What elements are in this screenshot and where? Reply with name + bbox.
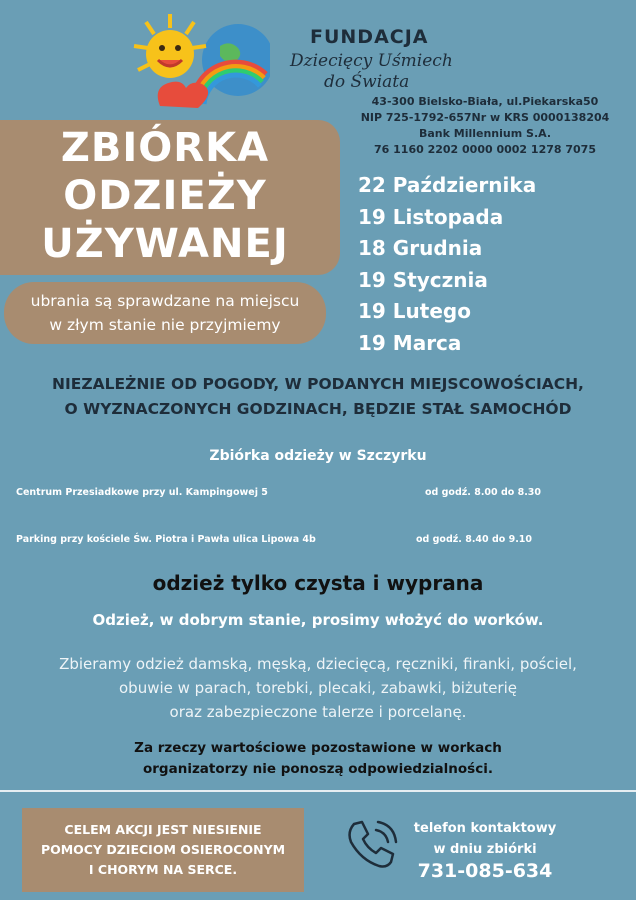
collected-items-line: Zbieramy odzież damską, męską, dziecięcą, ręczniki, firanki, pościel, <box>59 655 577 673</box>
collected-items-line: oraz zabezpieczone talerze i porcelanę. <box>169 703 467 721</box>
dates-list <box>358 170 536 359</box>
main-title <box>0 124 330 268</box>
goal-line: POMOCY DZIECIOM OSIEROCONYM <box>40 842 286 857</box>
foundation-name-line3: do Świata <box>324 72 410 92</box>
disclaimer <box>0 738 636 780</box>
date-item: 22 Października <box>358 173 537 197</box>
address-line: NIP 725-1792-657Nr w KRS 0000138204 <box>360 111 610 124</box>
weather-notice <box>0 372 636 422</box>
goal-text <box>22 820 304 880</box>
disclaimer-line: Za rzeczy wartościowe pozostawione w workach <box>134 740 502 756</box>
goal-line: CELEM AKCJI JEST NIESIENIE <box>64 822 262 837</box>
contact-label-line: telefon kontaktowy <box>413 821 557 836</box>
location-time: od godź. 8.40 do 9.10 <box>416 534 533 545</box>
bags-note: Odzież, w dobrym stanie, prosimy włożyć do worków. <box>92 611 544 629</box>
subtitle-line: ubrania są sprawdzane na miejscu <box>30 292 300 310</box>
contact-label <box>400 818 570 860</box>
foundation-name: FUNDACJA <box>310 26 429 48</box>
notice-line: O WYZNACZONYCH GODZINACH, BĘDZIE STAŁ SAMOCHÓD <box>64 400 572 418</box>
divider <box>0 790 636 792</box>
date-item: 19 Stycznia <box>358 267 488 292</box>
location-place: Parking przy kościele Św. Piotra i Pawła ulica Lipowa 4b <box>16 534 316 545</box>
location-place: Centrum Przesiadkowe przy ul. Kampingowej 5 <box>16 487 268 498</box>
location-time: od godź. 8.00 do 8.30 <box>425 487 542 498</box>
address-line: Bank Millennium S.A. <box>418 127 552 140</box>
goal-line: I CHORYM NA SERCE. <box>88 862 238 877</box>
address-line: 43-300 Bielsko-Biała, ul.Piekarska50 <box>371 95 599 108</box>
title-line: ZBIÓRKA <box>60 125 270 171</box>
collected-items <box>0 652 636 724</box>
date-item: 18 Grudnia <box>358 236 483 260</box>
contact-label-line: w dniu zbiórki <box>433 842 537 857</box>
clean-note: odzież tylko czysta i wyprana <box>152 571 484 595</box>
date-item: 19 Lutego <box>358 299 471 323</box>
title-line: UŻYWANEJ <box>41 221 289 267</box>
date-item: 19 Listopada <box>358 204 504 229</box>
phone-number[interactable]: 731-085-634 <box>417 860 553 882</box>
subtitle <box>4 289 326 337</box>
address-line: 76 1160 2202 0000 0002 1278 7075 <box>374 143 596 156</box>
notice-line: NIEZALEŻNIE OD POGODY, W PODANYCH MIEJSCOWOŚCIACH, <box>52 375 584 393</box>
date-item: 19 Marca <box>358 330 462 355</box>
foundation-name-line2: Dziecięcy Uśmiech <box>290 51 453 71</box>
disclaimer-line: organizatorzy nie ponoszą odpowiedzialności. <box>143 761 493 777</box>
subtitle-line: w złym stanie nie przyjmiemy <box>49 316 281 334</box>
phone-icon <box>340 816 402 878</box>
foundation-address <box>355 94 615 158</box>
sun-rainbow-heart-logo <box>120 8 270 108</box>
collection-title: Zbiórka odzieży w Szczyrku <box>209 448 427 464</box>
title-line: ODZIEŻY <box>63 173 267 219</box>
collected-items-line: obuwie w parach, torebki, plecaki, zabawki, biżuterię <box>119 679 517 697</box>
